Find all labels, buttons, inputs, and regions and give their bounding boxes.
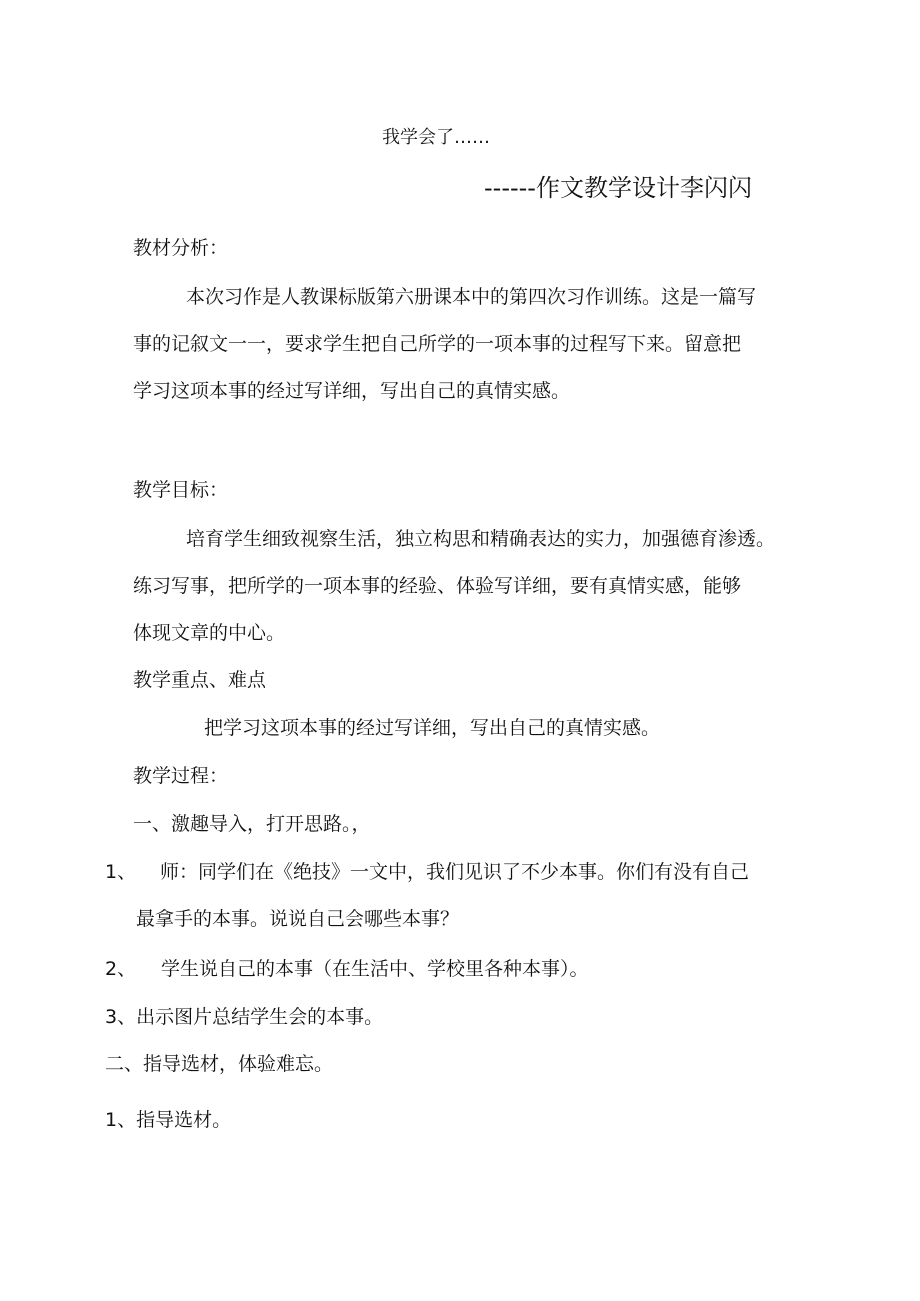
goals-line-2: 练习写事，把所学的一项本事的经验、体验写详细，要有真情实感，能够 (133, 575, 742, 597)
process-item-3-text: 3、出示图片总结学生会的本事。 (105, 1006, 384, 1028)
analysis-line-1: 本次习作是人教课标版第六册课本中的第四次习作训练。这是一篇写 (186, 286, 757, 308)
process-item-1-line-1: 师：同学们在《绝技》一文中，我们见识了不少本事。你们有没有自己 (160, 861, 750, 883)
section-heading-goals: 教学目标： (133, 479, 229, 501)
section-heading-analysis: 教材分析： (133, 237, 229, 259)
document-title: 我学会了…… (382, 127, 490, 148)
section-heading-keypoints: 教学重点、难点 (133, 669, 267, 691)
process-step-2-title: 二、指导选材，体验难忘。 (105, 1053, 334, 1075)
goals-line-3: 体现文章的中心。 (133, 622, 286, 644)
process-item-2-number: 2、 (105, 958, 137, 980)
process-item-2-text: 学生说自己的本事（在生活中、学校里各种本事）。 (161, 958, 589, 980)
process-item-1-line-2: 最拿手的本事。说说自己会哪些本事？ (136, 908, 460, 930)
document-subtitle: ------作文教学设计李闪闪 (484, 174, 752, 202)
process-step-1-title: 一、激趣导入，打开思路。， (133, 813, 371, 835)
process-step-2-item-1: 1、指导选材。 (105, 1109, 232, 1131)
goals-line-1: 培育学生细致视察生活，独立构思和精确表达的实力，加强德育渗透。 (186, 528, 776, 550)
process-item-1-number: 1、 (105, 861, 137, 883)
analysis-line-2: 事的记叙文一一，要求学生把自己所学的一项本事的过程写下来。留意把 (133, 333, 742, 355)
section-heading-process: 教学过程： (133, 765, 229, 787)
analysis-line-3: 学习这项本事的经过写详细，写出自己的真情实感。 (133, 380, 571, 402)
keypoints-line: 把学习这项本事的经过写详细，写出自己的真情实感。 (204, 717, 661, 739)
